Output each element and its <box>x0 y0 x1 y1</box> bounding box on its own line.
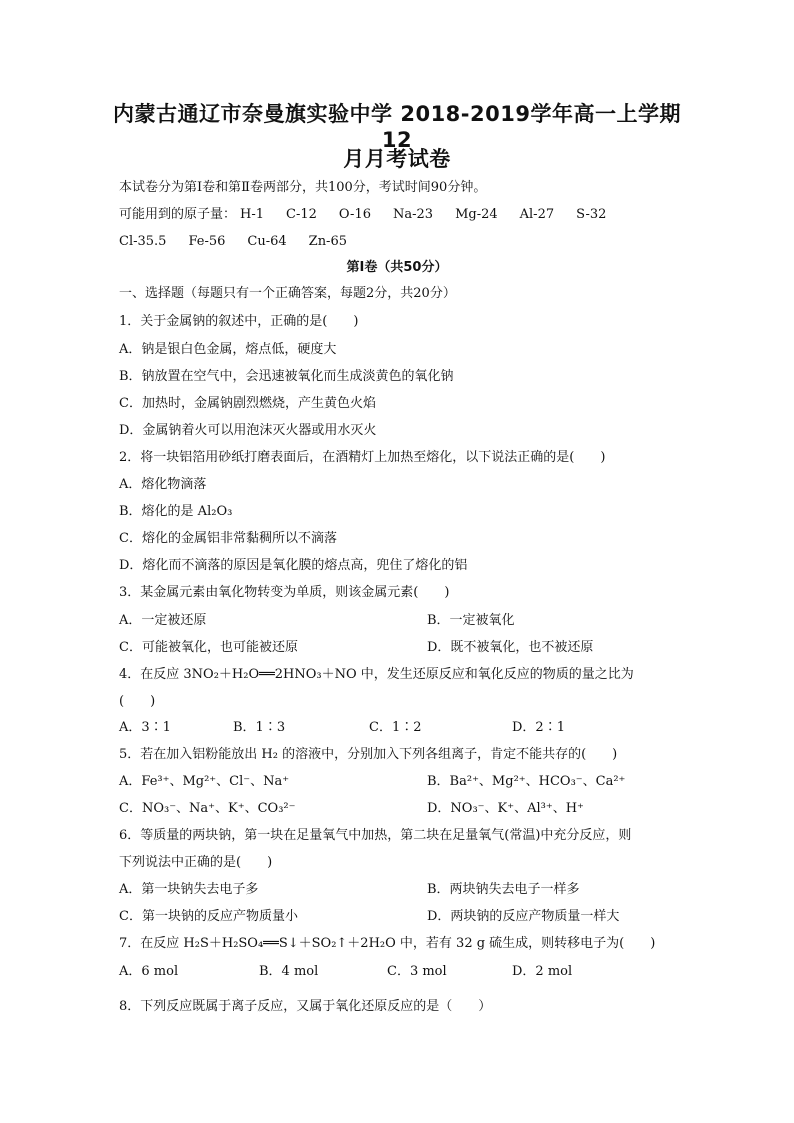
question-7-option-d: D．2 mol <box>512 964 573 979</box>
question-1-option-c: C．加热时，金属钠剧烈燃烧，产生黄色火焰 <box>119 396 376 411</box>
question-7-option-a: A．6 mol <box>119 964 179 979</box>
question-4-option-d: D．2∶1 <box>512 720 565 735</box>
question-7-option-c: C．3 mol <box>387 964 447 979</box>
question-5-option-d: D．NO₃⁻、K⁺、Al³⁺、H⁺ <box>427 801 584 816</box>
question-6-option-d: D．两块钠的反应产物质量一样大 <box>427 909 620 924</box>
atom-mass: Fe-56 <box>188 234 226 249</box>
question-2-option-d: D．熔化而不滴落的原因是氧化膜的熔点高，兜住了熔化的铝 <box>119 558 468 573</box>
question-2-option-b: B．熔化的是 Al₂O₃ <box>119 504 233 519</box>
question-6-option-a: A．第一块钠失去电子多 <box>119 882 259 897</box>
question-2-option-c: C．熔化的金属铝非常黏稠所以不滴落 <box>119 531 337 546</box>
question-1-option-d: D．金属钠着火可以用泡沫灭火器或用水灭火 <box>119 423 377 438</box>
atom-mass: H-1 <box>240 207 265 222</box>
question-4-option-a: A．3∶1 <box>119 720 171 735</box>
question-5-option-b: B．Ba²⁺、Mg²⁺、HCO₃⁻、Ca²⁺ <box>427 774 626 789</box>
question-5-option-c: C．NO₃⁻、Na⁺、K⁺、CO₃²⁻ <box>119 801 296 816</box>
question-4-stem-cont: ( ) <box>119 694 156 709</box>
atom-mass: S-32 <box>576 207 607 222</box>
atomic-masses-label: 可能用到的原子量： <box>119 207 237 222</box>
atom-mass: Na-23 <box>393 207 434 222</box>
question-6-option-c: C．第一块钠的反应产物质量小 <box>119 909 298 924</box>
question-3-stem: 3．某金属元素由氧化物转变为单质，则该金属元素( ) <box>119 585 450 600</box>
atomic-masses-row1 <box>119 207 628 223</box>
atom-mass: Al-27 <box>519 207 555 222</box>
exam-title-line1: 内蒙古通辽市奈曼旗实验中学 2018-2019学年高一上学期12 <box>113 102 681 152</box>
exam-intro: 本试卷分为第Ⅰ卷和第Ⅱ卷两部分，共100分，考试时间90分钟。 <box>119 180 487 195</box>
atomic-masses-row2 <box>119 234 369 250</box>
part-title: 一、选择题（每题只有一个正确答案，每题2分，共20分） <box>119 286 456 301</box>
question-5-stem: 5．若在加入铝粉能放出 H₂ 的溶液中，分别加入下列各组离子，肯定不能共存的( ) <box>119 747 618 762</box>
question-3-option-a: A．一定被还原 <box>119 613 207 628</box>
atom-mass: O-16 <box>338 207 371 222</box>
atom-mass: Mg-24 <box>455 207 498 222</box>
question-7-stem: 7．在反应 H₂S＋H₂SO₄══S↓＋SO₂↑＋2H₂O 中，若有 32 g 硫生成，则转移电子为( ) <box>119 936 656 951</box>
question-1-option-b: B．钠放置在空气中，会迅速被氧化而生成淡黄色的氧化钠 <box>119 369 454 384</box>
question-2-option-a: A．熔化物滴落 <box>119 477 207 492</box>
question-1-option-a: A．钠是银白色金属，熔点低，硬度大 <box>119 342 337 357</box>
question-6-option-b: B．两块钠失去电子一样多 <box>427 882 580 897</box>
atom-mass: Zn-65 <box>308 234 347 249</box>
question-4-stem: 4．在反应 3NO₂＋H₂O══2HNO₃＋NO 中，发生还原反应和氧化反应的物质的量之比为 <box>119 667 634 682</box>
question-1-stem: 1．关于金属钠的叙述中，正确的是( ) <box>119 314 359 329</box>
atom-mass: Cl-35.5 <box>119 234 167 249</box>
question-6-stem: 6．等质量的两块钠，第一块在足量氧气中加热，第二块在足量氧气(常温)中充分反应，则 <box>119 828 632 843</box>
question-8-stem: 8．下列反应既属于离子反应，又属于氧化还原反应的是（ ） <box>119 999 492 1014</box>
question-7-option-b: B．4 mol <box>259 964 319 979</box>
question-2-stem: 2．将一块铝箔用砂纸打磨表面后，在酒精灯上加热至熔化，以下说法正确的是( ) <box>119 450 606 465</box>
question-5-option-a: A．Fe³⁺、Mg²⁺、Cl⁻、Na⁺ <box>119 774 290 789</box>
question-6-stem-cont: 下列说法中正确的是( ) <box>119 855 273 870</box>
question-3-option-c: C．可能被氧化，也可能被还原 <box>119 640 298 655</box>
exam-title-line2: 月月考试卷 <box>343 147 451 171</box>
question-4-option-c: C．1∶2 <box>369 720 422 735</box>
question-3-option-b: B．一定被氧化 <box>427 613 515 628</box>
section-title: 第Ⅰ卷（共50分） <box>346 260 448 275</box>
atom-mass: C-12 <box>286 207 317 222</box>
question-3-option-d: D．既不被氧化，也不被还原 <box>427 640 594 655</box>
question-4-option-b: B．1∶3 <box>233 720 286 735</box>
atom-mass: Cu-64 <box>247 234 287 249</box>
